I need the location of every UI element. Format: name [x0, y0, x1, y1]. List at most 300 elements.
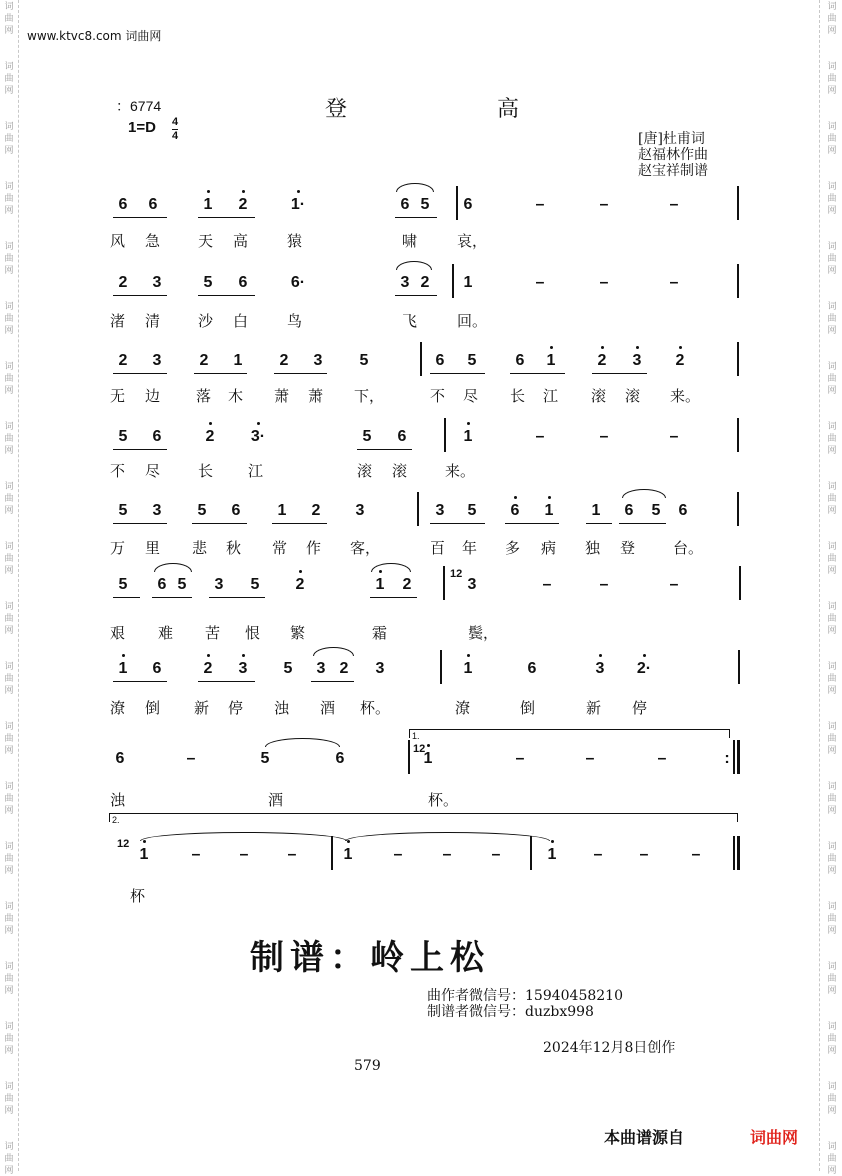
lyric-char: 新	[194, 699, 210, 717]
bar-line	[443, 566, 445, 600]
key-signature: 1=D	[128, 119, 156, 136]
jianpu-note: –	[535, 196, 545, 213]
underline-beam	[311, 681, 354, 682]
watermark-char: 曲	[4, 614, 14, 624]
jianpu-note: 2	[339, 660, 349, 677]
time-top: 4	[172, 116, 179, 128]
jianpu-note: 6	[527, 660, 537, 677]
watermark-char: 网	[827, 86, 837, 96]
lyric-char: 滚	[625, 387, 641, 405]
jianpu-note: 5	[420, 196, 430, 213]
lyric-char: 杯。	[360, 699, 391, 717]
jianpu-note: 2	[118, 352, 128, 369]
jianpu-note: –	[599, 196, 609, 213]
lyric-char: 倒	[520, 699, 536, 717]
watermark-char: 词	[4, 1142, 14, 1152]
jianpu-note: 6	[157, 576, 167, 593]
watermark-char: 词	[827, 2, 837, 12]
lyric-char: 酒	[268, 791, 284, 809]
lyric-char: 浊	[274, 699, 290, 717]
lyric-char: 作	[306, 539, 322, 557]
watermark-char: 词	[4, 962, 14, 972]
jianpu-note: 3	[313, 352, 323, 369]
jianpu-note: –	[186, 750, 196, 767]
watermark-char: 词	[4, 1022, 14, 1032]
lyric-char: 鬓，	[468, 624, 499, 642]
jianpu-note: 3	[400, 274, 410, 291]
jianpu-note: 3	[595, 660, 605, 677]
jianpu-note: 3	[467, 576, 477, 593]
bar-line	[530, 836, 532, 870]
jianpu-note: 5	[118, 428, 128, 445]
composer-wechat: 曲作者微信号：15940458210	[427, 988, 623, 1004]
watermark-char: 曲	[827, 494, 837, 504]
lyric-char: 常	[272, 539, 288, 557]
jianpu-note: 1·	[290, 196, 306, 213]
watermark-char: 词	[827, 362, 837, 372]
watermark-char: 词	[4, 122, 14, 132]
lyric-char: 清	[145, 312, 161, 330]
lyric-char: 飞	[402, 312, 418, 330]
lyric-char: 边	[145, 387, 161, 405]
slur-arc	[396, 183, 434, 192]
watermark-char: 曲	[827, 314, 837, 324]
lyric-char: 渚	[110, 312, 126, 330]
jianpu-note: –	[669, 274, 679, 291]
high-octave-dot	[601, 346, 604, 349]
jianpu-note: 6	[148, 196, 158, 213]
jianpu-note: 6	[152, 428, 162, 445]
time-bottom: 4	[172, 130, 179, 142]
jianpu-note: –	[599, 274, 609, 291]
underline-beam	[274, 373, 327, 374]
jianpu-note: 6	[463, 196, 473, 213]
lyric-char: 滚	[357, 462, 373, 480]
watermark-char: 词	[827, 242, 837, 252]
watermark-char: 曲	[4, 434, 14, 444]
underline-beam	[192, 523, 247, 524]
jianpu-note: –	[669, 196, 679, 213]
high-octave-dot	[209, 422, 212, 425]
jianpu-note: 5	[283, 660, 293, 677]
jianpu-note: 2	[402, 576, 412, 593]
jianpu-note: 5	[177, 576, 187, 593]
lyric-char: 高	[233, 232, 249, 250]
lyric-char: 啸	[402, 232, 418, 250]
watermark-char: 曲	[4, 314, 14, 324]
contact-info	[427, 988, 623, 1020]
lyric-char: 哀，	[457, 232, 488, 250]
jianpu-note: 5	[197, 502, 207, 519]
underline-beam	[194, 373, 247, 374]
watermark-char: 网	[4, 866, 14, 876]
watermark-char: 词	[4, 302, 14, 312]
lyric-char: 来。	[445, 462, 476, 480]
lyric-char: 酒	[320, 699, 336, 717]
jianpu-note: –	[515, 750, 525, 767]
lyric-char: 滚	[392, 462, 408, 480]
high-octave-dot	[599, 654, 602, 657]
lyric-char: 杯	[130, 887, 146, 905]
lyric-char: 鸟	[287, 312, 303, 330]
jianpu-note: 3	[355, 502, 365, 519]
underline-beam	[113, 217, 167, 218]
watermark-char: 网	[827, 266, 837, 276]
jianpu-note: 6	[335, 750, 345, 767]
watermark-char: 曲	[827, 374, 837, 384]
high-octave-dot	[636, 346, 639, 349]
watermark-char: 词	[827, 842, 837, 852]
lyric-char: 百	[430, 539, 446, 557]
watermark-char: 词	[4, 842, 14, 852]
underline-beam	[113, 295, 167, 296]
jianpu-note: 1	[463, 428, 473, 445]
high-octave-dot	[379, 570, 382, 573]
lyric-char: 木	[228, 387, 244, 405]
jianpu-note: 1	[233, 352, 243, 369]
jianpu-note: 1	[118, 660, 128, 677]
high-octave-dot	[467, 422, 470, 425]
watermark-char: 曲	[827, 974, 837, 984]
watermark-char: 网	[4, 1106, 14, 1116]
lyric-char: 秋	[226, 539, 242, 557]
watermark-char: 网	[827, 686, 837, 696]
jianpu-note: 1	[463, 274, 473, 291]
jianpu-note: 5	[260, 750, 270, 767]
underline-beam	[113, 523, 167, 524]
watermark-char: 网	[827, 386, 837, 396]
watermark-char: 网	[4, 146, 14, 156]
jianpu-note: –	[639, 846, 649, 863]
high-octave-dot	[207, 190, 210, 193]
underline-beam	[198, 681, 255, 682]
watermark-char: 曲	[4, 914, 14, 924]
slur-arc	[265, 738, 340, 747]
lyric-char: 无	[110, 387, 126, 405]
jianpu-note: 6	[515, 352, 525, 369]
watermark-char: 词	[827, 1082, 837, 1092]
lyric-char: 新	[586, 699, 602, 717]
jianpu-note: :	[724, 750, 730, 767]
high-octave-dot	[679, 346, 682, 349]
watermark-char: 词	[827, 662, 837, 672]
jianpu-note: 1	[277, 502, 287, 519]
watermark-char: 网	[827, 206, 837, 216]
high-octave-dot	[548, 496, 551, 499]
jianpu-note: 6	[238, 274, 248, 291]
lyric-char: 繁	[290, 624, 306, 642]
watermark-char: 曲	[4, 1094, 14, 1104]
watermark-char: 词	[4, 2, 14, 12]
jianpu-note: –	[535, 428, 545, 445]
underline-beam	[619, 523, 666, 524]
underline-beam	[209, 597, 265, 598]
jianpu-note: 5	[359, 352, 369, 369]
jianpu-note: 6	[624, 502, 634, 519]
lyric-char: 客，	[350, 539, 381, 557]
lyric-char: 里	[145, 539, 161, 557]
lyric-char: 潦	[110, 699, 126, 717]
lyric-char: 万	[110, 539, 126, 557]
jianpu-note: 1	[203, 196, 213, 213]
jianpu-note: 5	[467, 502, 477, 519]
jianpu-note: –	[239, 846, 249, 863]
lyricist: [唐]杜甫词	[638, 131, 705, 147]
jianpu-note: 1	[375, 576, 385, 593]
jianpu-note: 3	[152, 502, 162, 519]
volta-bracket	[109, 813, 738, 822]
jianpu-note: –	[287, 846, 297, 863]
watermark-char: 曲	[4, 254, 14, 264]
watermark-char: 网	[827, 926, 837, 936]
underline-beam	[395, 217, 437, 218]
watermark-char: 曲	[827, 14, 837, 24]
jianpu-note: –	[191, 846, 201, 863]
jianpu-note: 3	[214, 576, 224, 593]
lyric-char: 尽	[145, 462, 161, 480]
bar-line	[737, 418, 739, 452]
watermark-char: 曲	[4, 1034, 14, 1044]
lyric-char: 悲	[192, 539, 208, 557]
watermark-char: 曲	[4, 794, 14, 804]
watermark-char: 词	[4, 242, 14, 252]
footer-source-text: 本曲谱源自	[604, 1128, 685, 1147]
jianpu-note: –	[542, 576, 552, 593]
underline-beam	[586, 523, 612, 524]
lyric-char: 萧	[308, 387, 324, 405]
lyric-char: 萧	[274, 387, 290, 405]
jianpu-note: 1	[544, 502, 554, 519]
jianpu-note: 5	[362, 428, 372, 445]
slur-arc	[313, 647, 354, 656]
lyric-char: 滚	[591, 387, 607, 405]
jianpu-note: –	[491, 846, 501, 863]
jianpu-note: 1	[423, 750, 433, 767]
jianpu-note: 2	[118, 274, 128, 291]
watermark-char: 词	[827, 782, 837, 792]
lyric-char: 独	[585, 539, 601, 557]
signature-handwriting: 制谱：岭上松	[250, 938, 490, 978]
watermark-char: 网	[4, 386, 14, 396]
bar-line	[737, 740, 740, 774]
high-octave-dot	[551, 840, 554, 843]
jianpu-note: 5	[250, 576, 260, 593]
bar-line	[440, 650, 442, 684]
bar-line	[737, 342, 739, 376]
jianpu-note: 6	[118, 196, 128, 213]
footer-site-link[interactable]: 词曲网	[750, 1128, 799, 1147]
underline-beam	[113, 449, 167, 450]
slur-arc	[622, 489, 666, 498]
watermark-char: 曲	[827, 134, 837, 144]
watermark-char: 词	[4, 902, 14, 912]
watermark-char: 词	[4, 722, 14, 732]
bar-line	[444, 418, 446, 452]
lyric-char: 多	[505, 539, 521, 557]
watermark-char: 网	[827, 506, 837, 516]
jianpu-note: 2·	[636, 660, 652, 677]
jianpu-note: 3	[632, 352, 642, 369]
bar-line	[733, 836, 735, 870]
lyric-char: 登	[620, 539, 636, 557]
jianpu-note: 6	[152, 660, 162, 677]
underline-beam	[505, 523, 559, 524]
lyric-char: 霜	[372, 624, 388, 642]
lyric-char: 风	[110, 232, 126, 250]
bar-line	[456, 186, 458, 220]
watermark-char: 曲	[4, 1154, 14, 1164]
title-char-2: 高	[497, 97, 522, 122]
watermark-char: 词	[4, 62, 14, 72]
watermark-char: 网	[4, 806, 14, 816]
jianpu-note: –	[657, 750, 667, 767]
lyric-char: 潦	[455, 699, 471, 717]
jianpu-note: 2	[203, 660, 213, 677]
watermark-char: 词	[827, 1142, 837, 1152]
jianpu-note: 1	[343, 846, 353, 863]
bar-line	[733, 740, 735, 774]
lyric-char: 来。	[670, 387, 701, 405]
jianpu-note: 2	[597, 352, 607, 369]
lyric-char: 年	[462, 539, 478, 557]
watermark-char: 曲	[4, 134, 14, 144]
transcriber: 赵宝祥制谱	[638, 163, 708, 179]
transcriber-wechat: 制谱者微信号：duzbx998	[427, 1004, 594, 1020]
jianpu-note: 1	[463, 660, 473, 677]
watermark-char: 网	[827, 806, 837, 816]
jianpu-note: 6	[400, 196, 410, 213]
bar-line	[739, 566, 741, 600]
watermark-char: 曲	[827, 674, 837, 684]
watermark-char: 词	[827, 1022, 837, 1032]
watermark-char: 曲	[4, 14, 14, 24]
lyric-char: 长	[198, 462, 214, 480]
watermark-char: 词	[827, 482, 837, 492]
watermark-char: 曲	[827, 854, 837, 864]
high-octave-dot	[299, 570, 302, 573]
jianpu-note: –	[593, 846, 603, 863]
watermark-char: 曲	[827, 914, 837, 924]
jianpu-note: 2	[238, 196, 248, 213]
underline-beam	[152, 597, 192, 598]
jianpu-note: 3	[238, 660, 248, 677]
volta-label: 2.	[112, 815, 120, 825]
jianpu-note: 1	[547, 846, 557, 863]
watermark-char: 词	[827, 122, 837, 132]
lyric-char: 尽	[463, 387, 479, 405]
watermark-char: 词	[4, 182, 14, 192]
bar-line	[331, 836, 333, 870]
jianpu-note: –	[599, 428, 609, 445]
watermark-char: 网	[4, 26, 14, 36]
watermark-char: 网	[827, 1046, 837, 1056]
high-octave-dot	[467, 654, 470, 657]
lyric-char: 浊	[110, 791, 126, 809]
jianpu-note: 3	[152, 274, 162, 291]
slur-arc	[140, 832, 347, 841]
watermark-char: 网	[827, 1106, 837, 1116]
jianpu-note: 2	[420, 274, 430, 291]
site-url[interactable]: www.ktvc8.com 词曲网	[27, 29, 162, 43]
lyric-char: 不	[110, 462, 126, 480]
jianpu-note: –	[669, 576, 679, 593]
watermark-char: 曲	[827, 434, 837, 444]
watermark-char: 曲	[827, 734, 837, 744]
watermark-char: 网	[827, 746, 837, 756]
watermark-char: 网	[4, 1046, 14, 1056]
jianpu-note: 3	[316, 660, 326, 677]
high-octave-dot	[643, 654, 646, 657]
watermark-char: 词	[827, 62, 837, 72]
lyric-char: 苦	[205, 624, 221, 642]
jianpu-note: 6	[397, 428, 407, 445]
lyric-char: 杯。	[428, 791, 459, 809]
jianpu-note: 2	[205, 428, 215, 445]
watermark-char: 网	[827, 446, 837, 456]
watermark-char: 曲	[4, 74, 14, 84]
jianpu-note: –	[599, 576, 609, 593]
watermark-char: 词	[4, 482, 14, 492]
song-code: ：6774	[116, 98, 162, 114]
watermark-char: 网	[4, 626, 14, 636]
watermark-char: 网	[4, 926, 14, 936]
watermark-char: 词	[4, 662, 14, 672]
watermark-char: 曲	[4, 854, 14, 864]
underline-beam	[198, 217, 255, 218]
watermark-char: 曲	[827, 254, 837, 264]
lyric-char: 白	[233, 312, 249, 330]
watermark-char: 网	[827, 626, 837, 636]
jianpu-note: 6	[231, 502, 241, 519]
watermark-char: 曲	[827, 1034, 837, 1044]
lyric-char: 台。	[673, 539, 704, 557]
jianpu-note: 2	[675, 352, 685, 369]
watermark-char: 词	[827, 542, 837, 552]
underline-beam	[510, 373, 565, 374]
jianpu-note: 1	[546, 352, 556, 369]
jianpu-note: 6	[435, 352, 445, 369]
watermark-char: 词	[827, 422, 837, 432]
high-octave-dot	[297, 190, 300, 193]
volta-bracket	[409, 729, 730, 738]
jianpu-note: 6	[510, 502, 520, 519]
lyric-char: 天	[198, 232, 214, 250]
underline-beam	[272, 523, 327, 524]
jianpu-note: –	[691, 846, 701, 863]
bar-line	[420, 342, 422, 376]
watermark-char: 词	[4, 542, 14, 552]
jianpu-note: –	[585, 750, 595, 767]
watermark-char: 网	[4, 266, 14, 276]
bar-line	[452, 264, 454, 298]
watermark-char: 词	[827, 182, 837, 192]
volta-label: 1.	[412, 731, 420, 741]
jianpu-note: 3·	[250, 428, 266, 445]
watermark-char: 词	[827, 722, 837, 732]
watermark-char: 网	[4, 746, 14, 756]
high-octave-dot	[143, 840, 146, 843]
watermark-char: 词	[827, 962, 837, 972]
jianpu-note: 5	[203, 274, 213, 291]
lyric-char: 沙	[198, 312, 214, 330]
watermark-char: 曲	[4, 674, 14, 684]
watermark-char: 词	[827, 602, 837, 612]
underline-beam	[592, 373, 647, 374]
lyric-char: 回。	[457, 312, 488, 330]
jianpu-note: 6	[115, 750, 125, 767]
jianpu-note: 1	[139, 846, 149, 863]
bar-line	[738, 650, 740, 684]
